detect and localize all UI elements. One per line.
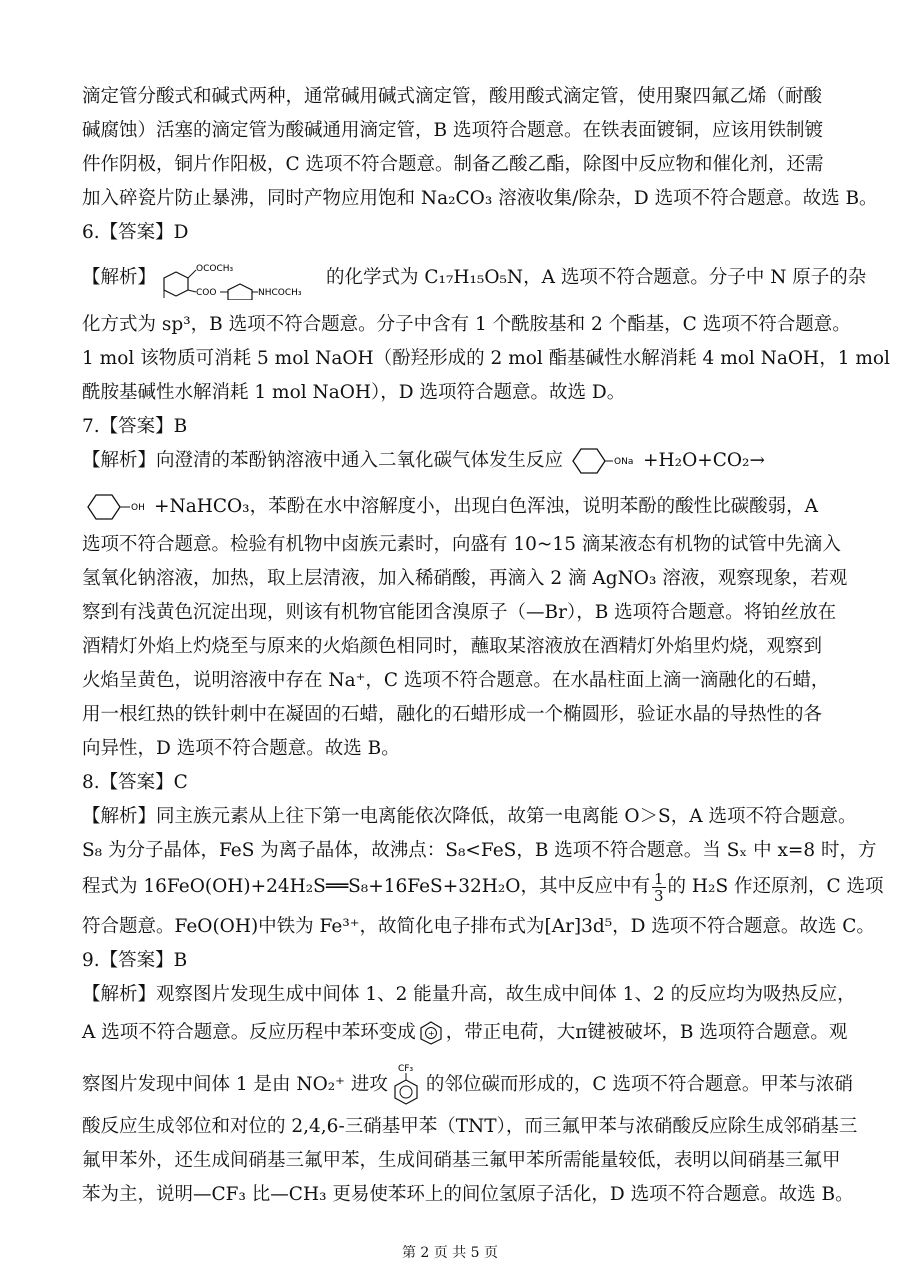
text-line: 滴定管分酸式和碱式两种，通常碱用碱式滴定管，酸用酸式滴定管，使用聚四氟乙烯（耐酸 [82, 86, 823, 107]
arenium-text-2: ，带正电荷，大π键被破坏，B 选项符合题意。观 [445, 1022, 848, 1043]
text-line: 选项不符合题意。检验有机物中卤族元素时，向盛有 10~15 滴某液态有机物的试管中先滴入 [82, 534, 841, 555]
text-line: 察到有浅黄色沉淀出现，则该有机物官能团含溴原子（—Br），B 选项符合题意。将铂丝放在 [82, 602, 837, 623]
text-line: 化方式为 sp³，B 选项不符合题意。分子中含有 1 个酰胺基和 2 个酯基，C 选项不符合题意。 [82, 314, 851, 335]
sodium-phenoxide-structure-icon [565, 446, 641, 476]
nhcoch3-label: NHCOCH₃ [258, 288, 302, 298]
ococh3-label: OCOCH₃ [196, 264, 234, 274]
coo-label: COO [196, 288, 217, 298]
arenium-line [82, 1016, 847, 1050]
equation-text: 程式为 16FeO(OH)+24H₂S══S₈+16FeS+32H₂O，其中反应中有 [82, 876, 650, 897]
text-line: 苯为主，说明—CF₃ 比—CH₃ 更易使苯环上的间位氢原子活化，D 选项不符合题意。故选 B。 [82, 1184, 854, 1205]
equation-line [82, 870, 884, 904]
text-line: 【解析】同主族元素从上往下第一电离能依次降低，故第一电离能 O＞S，A 选项不符合题意。 [82, 806, 857, 827]
analysis-6-text: 的化学式为 C₁₇H₁₅O₅N，A 选项不符合题意。分子中 N 原子的杂 [326, 267, 867, 288]
oh-label: OH [131, 503, 145, 513]
text-line: 氟甲苯外，还生成间硝基三氟甲苯，生成间硝基三氟甲苯所需能量较低，表明以间硝基三氟甲 [82, 1150, 841, 1171]
reaction-products: +H₂O+CO₂→ [643, 450, 765, 471]
text-line: 1 mol 该物质可消耗 5 mol NaOH（酚羟形成的 2 mol 酯基碱性水解消耗 4 mol NaOH，1 mol [82, 348, 890, 369]
text-line: 【解析】观察图片发现生成中间体 1、2 能量升高，故生成中间体 1、2 的反应均为吸热反应， [82, 984, 856, 1005]
cf3-label: CF₃ [397, 1064, 413, 1074]
text-line: 酸反应生成邻位和对位的 2,4,6-三硝基甲苯（TNT），而三氟甲苯与浓硝酸反应除生成邻硝基三 [82, 1116, 858, 1137]
text-line: 加入碎瓷片防止暴沸，同时产物应用饱和 Na₂CO₃ 溶液收集/除杂，D 选项不符合题意。故选 B。 [82, 188, 878, 209]
text-line: 碱腐蚀）活塞的滴定管为酸碱通用滴定管，B 选项符合题意。在铁表面镀铜，应该用铁制镀 [82, 120, 823, 141]
answer-8: 8.【答案】C [82, 772, 188, 793]
text-line: 氢氧化钠溶液，加热，取上层清液，加入稀硝酸，再滴入 2 滴 AgNO₃ 溶液，观察现象，若观 [82, 568, 848, 589]
analysis-7-text: 【解析】向澄清的苯酚钠溶液中通入二氧化碳气体发生反应 [82, 450, 564, 471]
analysis-7-text-2: +NaHCO₃，苯酚在水中溶解度小，出现白色浑浊，说明苯酚的酸性比碳酸弱，A [154, 496, 818, 517]
text-line: 件作阴极，铜片作阳极，C 选项不符合题意。制备乙酸乙酯，除图中反应物和催化剂，还需 [82, 154, 824, 175]
trifluorotoluene-structure-icon [390, 1062, 424, 1108]
ona-label: ONa [614, 457, 634, 467]
text-line: 火焰呈黄色，说明溶液中存在 Na⁺，C 选项不符合题意。在水晶柱面上滴一滴融化的石蜡， [82, 670, 830, 691]
cf3-text-2: 的邻位碳而形成的，C 选项不符合题意。甲苯与浓硝 [425, 1074, 853, 1095]
text-line: 酰胺基碱性水解消耗 1 mol NaOH），D 选项符合题意。故选 D。 [82, 382, 626, 403]
equation-text-2: 的 H₂S 作还原剂，C 选项 [667, 876, 884, 897]
cf3-line [82, 1062, 853, 1108]
analysis-label: 【解析】 [82, 267, 157, 288]
answer-7: 7.【答案】B [82, 416, 188, 437]
aspirin-amide-structure-icon [158, 256, 324, 300]
arenium-ion-icon [418, 1020, 444, 1046]
answer-9: 9.【答案】B [82, 950, 188, 971]
page-footer: 第 2 页 共 5 页 [401, 1245, 499, 1261]
svg-text:+: + [427, 1029, 435, 1038]
text-line: 用一根红热的铁针刺中在凝固的石蜡，融化的石蜡形成一个椭圆形，验证水晶的导热性的各 [82, 704, 823, 725]
fraction-one-third: $\frac{1}{3}$ [653, 869, 664, 905]
answer-6: 6.【答案】D [82, 222, 189, 243]
text-line: 符合题意。FeO(OH)中铁为 Fe³⁺，故简化电子排布式为[Ar]3d⁵，D 选项不符合题意。故选 C。 [82, 916, 875, 937]
text-line: S₈ 为分子晶体，FeS 为离子晶体，故沸点：S₈<FeS，B 选项不符合题意。当 Sₓ 中 x=8 时，方 [82, 840, 877, 861]
text-line: 向异性，D 选项不符合题意。故选 B。 [82, 738, 400, 759]
analysis-7-line [82, 444, 765, 478]
analysis-7-line-2 [82, 490, 818, 524]
phenol-structure-icon [84, 492, 152, 522]
analysis-6-line [82, 256, 866, 300]
arenium-text: A 选项不符合题意。反应历程中苯环变成 [82, 1022, 416, 1043]
cf3-text: 察图片发现中间体 1 是由 NO₂⁺ 进攻 [82, 1074, 388, 1095]
text-line: 酒精灯外焰上灼烧至与原来的火焰颜色相同时，蘸取某溶液放在酒精灯外焰里灼烧，观察到 [82, 636, 823, 657]
